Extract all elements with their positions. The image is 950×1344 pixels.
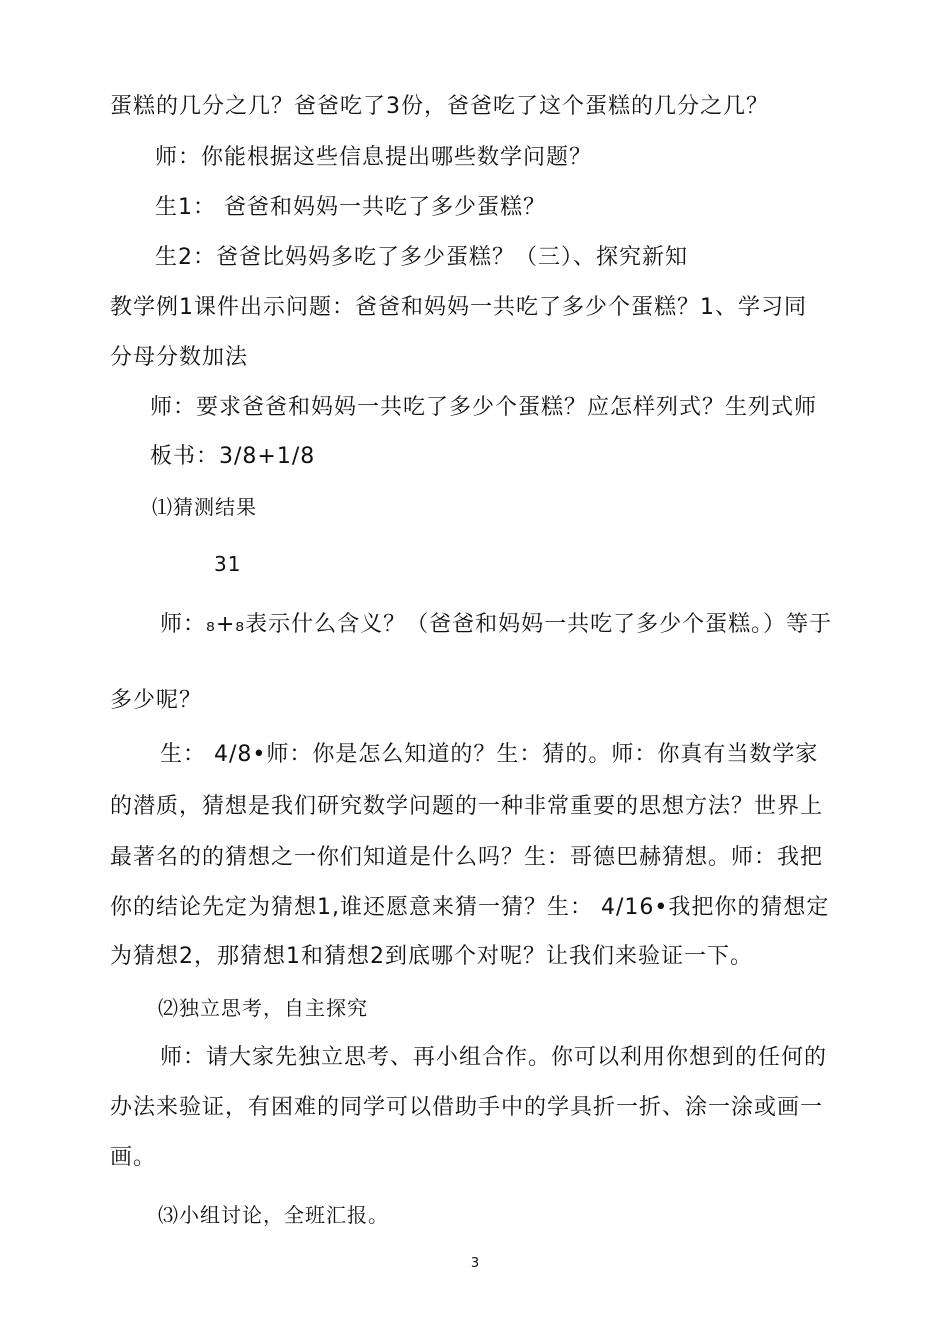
text-line: 画。 bbox=[110, 1145, 157, 1170]
text-line: 31 bbox=[214, 552, 242, 576]
text-line: 教学例1课件出示问题：爸爸和妈妈一共吃了多少个蛋糕？1、学习同 bbox=[110, 295, 807, 320]
text-line: ⑶小组讨论，全班汇报。 bbox=[158, 1203, 389, 1227]
text-line: 办法来验证，有困难的同学可以借助手中的学具折一折、涂一涂或画一 bbox=[110, 1095, 824, 1120]
text-line: 生： 4/8•师：你是怎么知道的？生：猜的。师：你真有当数学家 bbox=[160, 742, 819, 767]
text-line: 多少呢？ bbox=[110, 688, 203, 713]
text-line: 师：要求爸爸和妈妈一共吃了多少个蛋糕？应怎样列式？生列式师 bbox=[150, 395, 818, 420]
text-line: 师：₈+₈表示什么含义？（爸爸和妈妈一共吃了多少个蛋糕。）等于 bbox=[160, 612, 833, 637]
text-line: 师：请大家先独立思考、再小组合作。你可以利用你想到的任何的 bbox=[160, 1045, 828, 1070]
text-line: ⑴猜测结果 bbox=[152, 495, 257, 519]
text-line: 的潜质，猜想是我们研究数学问题的一种非常重要的思想方法？世界上 bbox=[110, 794, 824, 819]
text-line: 生2：爸爸比妈妈多吃了多少蛋糕？（三）、探究新知 bbox=[155, 245, 688, 270]
text-line: 分母分数加法 bbox=[110, 345, 249, 370]
text-line: ⑵独立思考，自主探究 bbox=[158, 996, 368, 1020]
text-line: 板书：3/8+1/8 bbox=[150, 444, 316, 469]
text-line: 生1： 爸爸和妈妈一共吃了多少蛋糕？ bbox=[155, 195, 546, 220]
text-line: 师：你能根据这些信息提出哪些数学问题？ bbox=[155, 145, 593, 170]
text-line: 为猜想2，那猜想1和猜想2到底哪个对呢？让我们来验证一下。 bbox=[110, 944, 753, 969]
text-line: 最著名的的猜想之一你们知道是什么吗？生：哥德巴赫猜想。师：我把 bbox=[110, 845, 824, 870]
page-number: 3 bbox=[470, 1256, 480, 1271]
text-line: 你的结论先定为猜想1,谁还愿意来猜一猜？生： 4/16•我把你的猜想定 bbox=[110, 895, 830, 920]
text-line: 蛋糕的几分之几？爸爸吃了3份，爸爸吃了这个蛋糕的几分之几？ bbox=[110, 94, 769, 119]
